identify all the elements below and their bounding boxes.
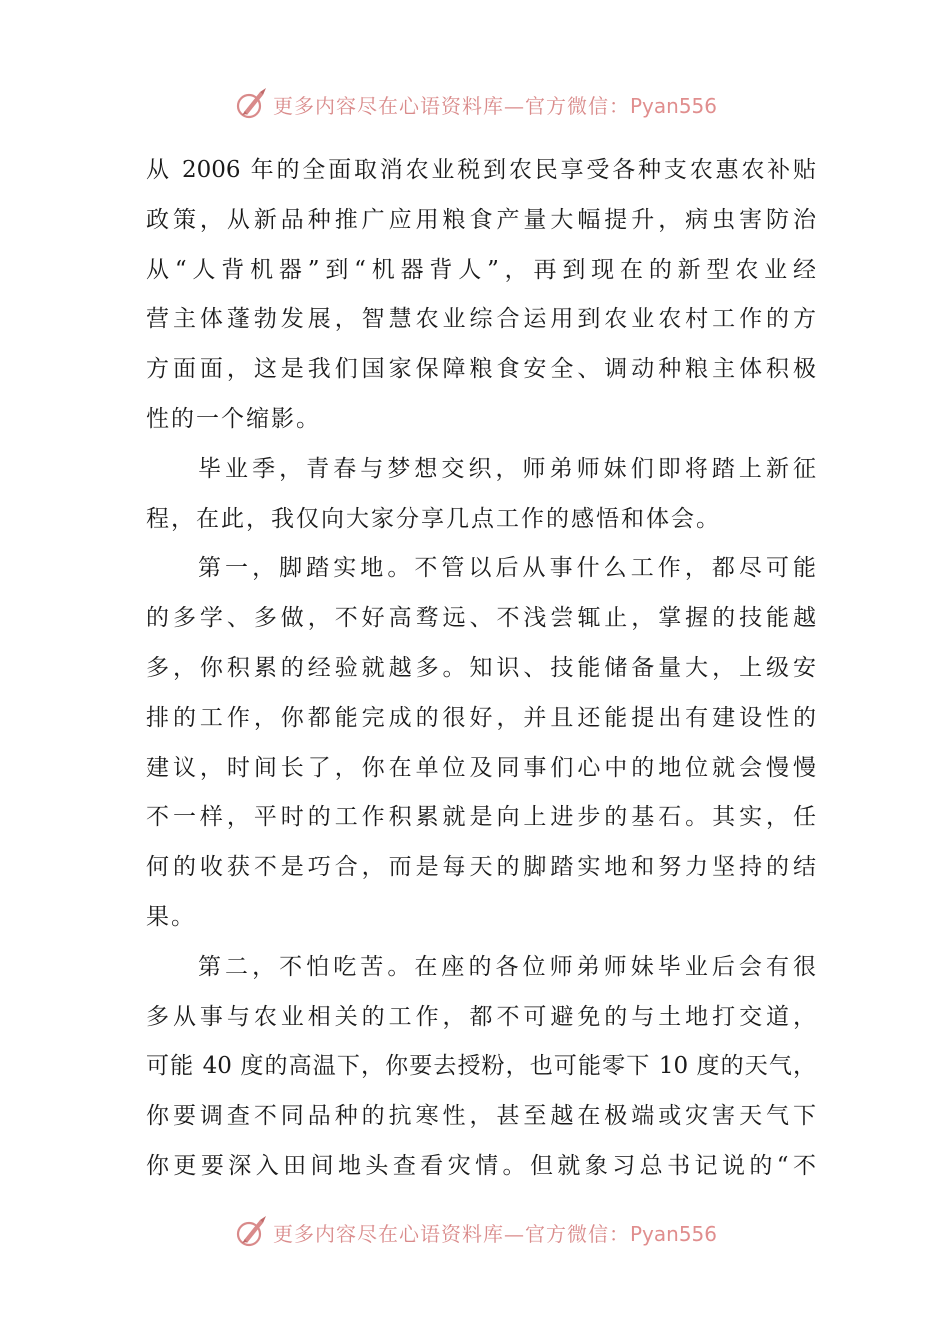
body-line: 可能 40 度的高温下，你要去授粉，也可能零下 10 度的天气， xyxy=(146,1053,816,1080)
body-line: 果。 xyxy=(146,903,196,930)
document-body xyxy=(146,146,816,1192)
watermark-text: 更多内容尽在心语资料库—官方微信：Pyan556 xyxy=(272,93,717,118)
paragraph-start-line: 第一，脚踏实地。不管以后从事什么工作，都尽可能 xyxy=(198,555,816,582)
body-line: 不一样，平时的工作积累就是向上进步的基石。其实，任 xyxy=(146,804,816,831)
paragraph-start-line: 第二，不怕吃苦。在座的各位师弟师妹毕业后会有很 xyxy=(198,953,816,980)
body-line: 政策，从新品种推广应用粮食产量大幅提升，病虫害防治 xyxy=(146,206,816,233)
body-line: 程，在此，我仅向大家分享几点工作的感悟和体会。 xyxy=(146,505,721,532)
watermark-wechat-id: Pyan556 xyxy=(629,1221,717,1246)
body-line: 排的工作，你都能完成的很好，并且还能提出有建设性的 xyxy=(146,704,816,731)
body-line: 多从事与农业相关的工作，都不可避免的与土地打交道， xyxy=(146,1003,816,1030)
watermark-wechat-id: Pyan556 xyxy=(629,93,717,118)
body-line: 从 2006 年的全面取消农业税到农民享受各种支农惠农补贴 xyxy=(146,157,816,183)
body-line: 你更要深入田间地头查看灾情。但就象习总书记说的“不 xyxy=(146,1152,816,1179)
body-line: 从“人背机器”到“机器背人”，再到现在的新型农业经 xyxy=(146,256,816,283)
body-line: 的多学、多做，不好高骛远、不浅尝辄止，掌握的技能越 xyxy=(146,605,816,632)
body-line: 营主体蓬勃发展，智慧农业综合运用到农业农村工作的方 xyxy=(146,306,816,333)
quill-pen-logo-icon xyxy=(233,1214,269,1250)
watermark-text: 更多内容尽在心语资料库—官方微信：Pyan556 xyxy=(272,1221,717,1246)
footer-watermark xyxy=(0,1212,950,1252)
body-line: 性的一个缩影。 xyxy=(146,405,321,432)
body-line: 多，你积累的经验就越多。知识、技能储备量大，上级安 xyxy=(146,654,816,681)
body-line: 何的收获不是巧合，而是每天的脚踏实地和努力坚持的结 xyxy=(146,854,816,881)
body-line: 建议，时间长了，你在单位及同事们心中的地位就会慢慢 xyxy=(146,754,816,781)
header-watermark xyxy=(0,84,950,124)
body-line: 方面面，这是我们国家保障粮食安全、调动种粮主体积极 xyxy=(146,356,816,383)
paragraph-start-line: 毕业季，青春与梦想交织，师弟师妹们即将踏上新征 xyxy=(198,455,816,482)
quill-pen-logo-icon xyxy=(233,86,269,122)
body-line: 你要调查不同品种的抗寒性，甚至越在极端或灾害天气下 xyxy=(146,1103,816,1130)
